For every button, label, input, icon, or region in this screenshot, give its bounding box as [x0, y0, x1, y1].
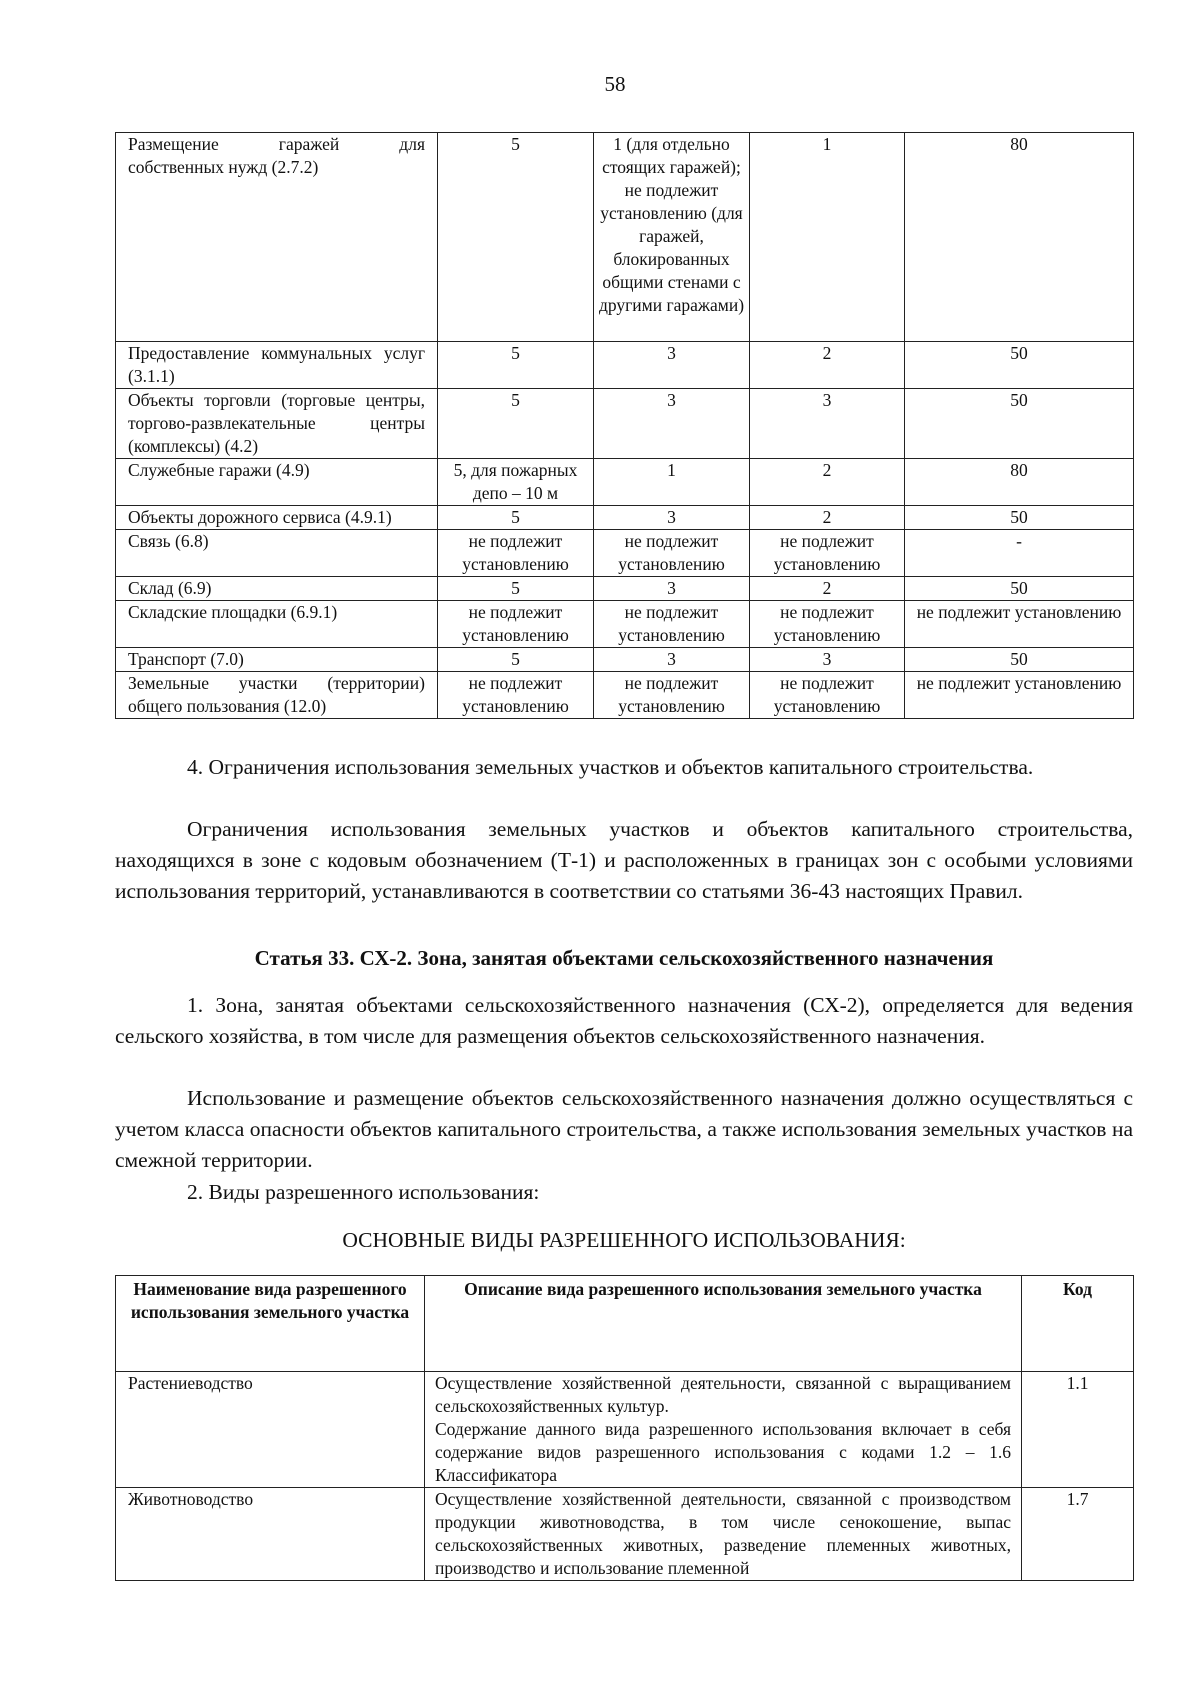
table-cell: 2	[750, 506, 905, 530]
table-cell: не подлежит установлению	[594, 601, 750, 648]
paragraph-permitted-uses: 2. Виды разрешенного использования:	[187, 1180, 540, 1204]
table-cell: 2	[750, 459, 905, 506]
table-header-row	[116, 1276, 1134, 1372]
table-cell-name: Предоставление коммунальных услуг (3.1.1)	[116, 342, 438, 389]
paragraph-restrictions: 4. Ограничения использования земельных участков и объектов капитального строительства.	[187, 755, 1034, 779]
table-cell: 50	[905, 506, 1134, 530]
table-cell: 80	[905, 133, 1134, 342]
page-number: 58	[604, 72, 626, 96]
table-row	[116, 672, 1134, 719]
description-line: Осуществление хозяйственной деятельности, связанной с выращиванием сельскохозяйственных культур.	[435, 1373, 1011, 1416]
table-cell-name: Объекты торговли (торговые центры, торгово-развлекательные центры (комплексы) (4.2)	[116, 389, 438, 459]
table-cell-name: Складские площадки (6.9.1)	[116, 601, 438, 648]
column-header-code: Код	[1022, 1276, 1134, 1372]
table-row	[116, 648, 1134, 672]
table-cell-name: Земельные участки (территории) общего пользования (12.0)	[116, 672, 438, 719]
table-row	[116, 506, 1134, 530]
table-cell: не подлежит установлению	[750, 672, 905, 719]
table-cell: 3	[750, 648, 905, 672]
table-cell: 3	[594, 506, 750, 530]
table-cell: 3	[750, 389, 905, 459]
table-cell: 5	[438, 577, 594, 601]
table-cell: не подлежит установлению	[594, 672, 750, 719]
table-row	[116, 459, 1134, 506]
table-cell: 3	[594, 389, 750, 459]
table-cell: 50	[905, 389, 1134, 459]
table-cell-name: Связь (6.8)	[116, 530, 438, 577]
description-line: Содержание данного вида разрешенного использования включает в себя содержание видов разрешенного использования с кодами 1.2 – 1.6 Классификатора	[435, 1419, 1011, 1485]
table-cell: не подлежит установлению	[438, 672, 594, 719]
table-cell: 80	[905, 459, 1134, 506]
table-row	[116, 342, 1134, 389]
table-cell: 5	[438, 648, 594, 672]
table-row	[116, 530, 1134, 577]
permitted-uses-table	[115, 1275, 1134, 1581]
table-cell: 2	[750, 577, 905, 601]
table-cell: не подлежит установлению	[438, 601, 594, 648]
table-cell-code: 1.1	[1022, 1372, 1134, 1488]
table-cell-name: Растениеводство	[116, 1372, 425, 1488]
table-cell-name: Животноводство	[116, 1488, 425, 1581]
land-use-parameters-table	[115, 132, 1134, 719]
column-header-description: Описание вида разрешенного использования земельного участка	[425, 1276, 1022, 1372]
paragraph-zone-usage: Использование и размещение объектов сельскохозяйственного назначения должно осуществляться с учетом класса опасности объектов капитального строительства, а также использования земельных участков на смежной территории.	[115, 1086, 1133, 1172]
table-cell-description	[425, 1488, 1022, 1581]
paragraph-restrictions-body: Ограничения использования земельных участков и объектов капитального строительства, находящихся в зоне с кодовым обозначением (Т-1) и расположенных в границах зон с особыми условиями использования территорий, устанавливаются в соответствии со статьями 36-43 настоящих Правил.	[115, 817, 1133, 903]
table-cell-code: 1.7	[1022, 1488, 1134, 1581]
table-cell: 5	[438, 342, 594, 389]
table-row	[116, 133, 1134, 342]
table-cell: 50	[905, 342, 1134, 389]
table-cell: 2	[750, 342, 905, 389]
table-cell: 5, для пожарных депо – 10 м	[438, 459, 594, 506]
table-row	[116, 1488, 1134, 1581]
table-row	[116, 1372, 1134, 1488]
table-cell: 5	[438, 133, 594, 342]
table-row	[116, 389, 1134, 459]
table-cell: не подлежит установлению	[750, 530, 905, 577]
table-row	[116, 577, 1134, 601]
table-cell: -	[905, 530, 1134, 577]
table-cell: 3	[594, 342, 750, 389]
description-line: Осуществление хозяйственной деятельности, связанной с производством продукции животноводства, в том числе сенокошение, выпас сельскохозяйственных животных, разведение племенных животных, производство и использование племенной	[435, 1489, 1011, 1578]
table-cell: не подлежит установлению	[750, 601, 905, 648]
table-cell: 1	[594, 459, 750, 506]
paragraph-zone-definition: 1. Зона, занятая объектами сельскохозяйственного назначения (СХ-2), определяется для ведения сельского хозяйства, в том числе для размещения объектов сельскохозяйственного назначения.	[115, 993, 1133, 1048]
table-caption: ОСНОВНЫЕ ВИДЫ РАЗРЕШЕННОГО ИСПОЛЬЗОВАНИЯ:	[342, 1228, 906, 1252]
table-cell: 1	[750, 133, 905, 342]
table-cell: не подлежит установлению	[594, 530, 750, 577]
table-cell: 1 (для отдельно стоящих гаражей); не подлежит установлению (для гаражей, блокированных общими стенами с другими гаражами)	[594, 133, 750, 342]
article-heading: Статья 33. СХ-2. Зона, занятая объектами сельскохозяйственного назначения	[254, 946, 994, 970]
table-row	[116, 601, 1134, 648]
table-cell: 5	[438, 389, 594, 459]
table-cell: 50	[905, 648, 1134, 672]
table-cell: 3	[594, 577, 750, 601]
table-cell: 5	[438, 506, 594, 530]
table-cell: 50	[905, 577, 1134, 601]
table-cell: не подлежит установлению	[905, 672, 1134, 719]
table-cell: не подлежит установлению	[905, 601, 1134, 648]
table-cell-name: Склад (6.9)	[116, 577, 438, 601]
table-cell-name: Размещение гаражей для собственных нужд (2.7.2)	[116, 133, 438, 342]
table-cell-name: Объекты дорожного сервиса (4.9.1)	[116, 506, 438, 530]
table-cell-name: Транспорт (7.0)	[116, 648, 438, 672]
column-header-name: Наименование вида разрешенного использования земельного участка	[116, 1276, 425, 1372]
table-cell: 3	[594, 648, 750, 672]
table-cell: не подлежит установлению	[438, 530, 594, 577]
table-cell-name: Служебные гаражи (4.9)	[116, 459, 438, 506]
table-cell-description	[425, 1372, 1022, 1488]
